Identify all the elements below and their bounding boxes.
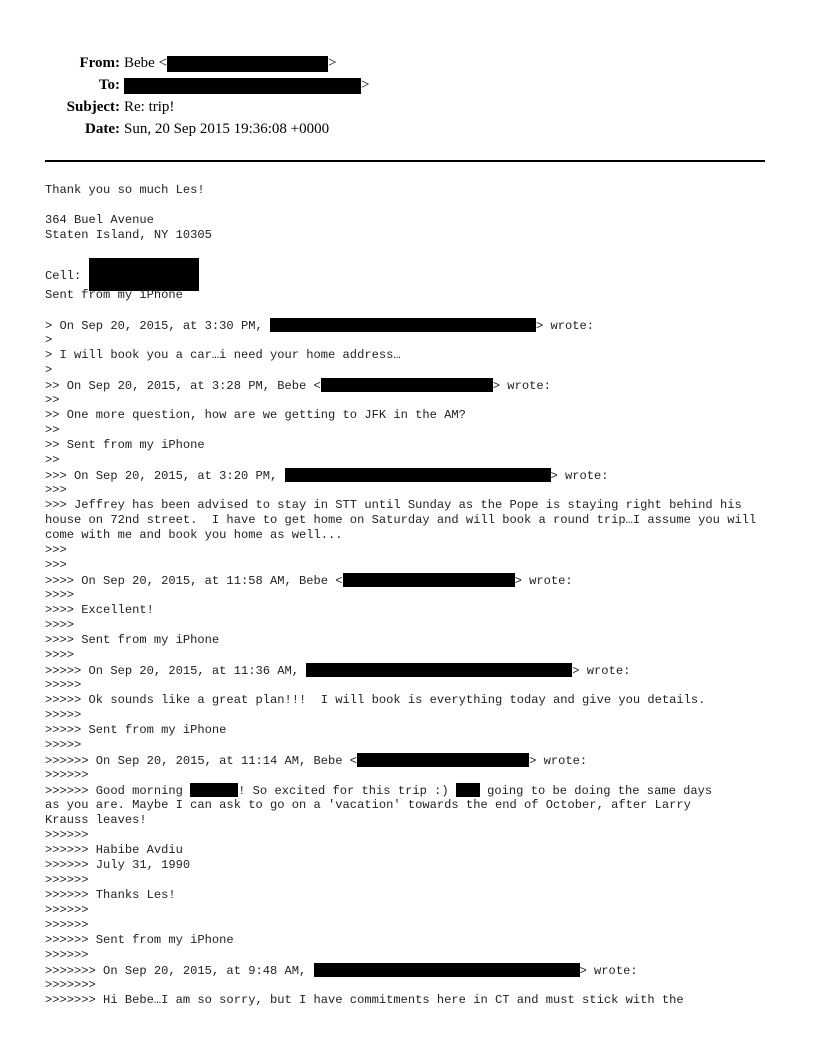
quote-line: >>>> bbox=[45, 618, 75, 632]
from-label: From: bbox=[79, 55, 120, 71]
quote-line: >> bbox=[45, 453, 60, 467]
quote-line: >>>>> bbox=[45, 678, 82, 692]
quote-header bbox=[45, 378, 785, 393]
quote-line: >>>> Excellent! bbox=[45, 603, 154, 617]
quote-header-tail: > wrote: bbox=[514, 574, 573, 588]
quote-text: >>>>>> Good morning bbox=[45, 784, 191, 798]
redaction-box bbox=[343, 573, 515, 587]
quote-line: >>>>> Ok sounds like a great plan!!! I will book is everything today and give you details. bbox=[45, 693, 706, 707]
quote-line: >>> Jeffrey has been advised to stay in STT until Sunday as the Pope is staying right behind his house on 72nd street. I have to get home on Saturday and will book a round trip…I assume you will come with me and book you home as well... bbox=[45, 498, 764, 542]
from-name: Bebe < bbox=[124, 55, 168, 71]
quote-header-tail: > wrote: bbox=[550, 469, 609, 483]
redaction-box bbox=[357, 753, 529, 767]
quote-line: >>>>>> bbox=[45, 903, 89, 917]
quote-line: >>>>> bbox=[45, 708, 82, 722]
subject-label: Subject: bbox=[66, 99, 120, 115]
to-value bbox=[124, 77, 369, 94]
blank-line bbox=[45, 303, 785, 318]
quote-line: Krauss leaves! bbox=[45, 813, 147, 827]
quote-line: >>>>>> bbox=[45, 828, 89, 842]
quote-text: ! So excited for this trip :) bbox=[238, 784, 456, 798]
redaction-box bbox=[270, 318, 536, 332]
quote-header bbox=[45, 663, 785, 678]
signature-line: Sent from my iPhone bbox=[45, 288, 183, 302]
quote-header-tail: > wrote: bbox=[572, 664, 631, 678]
redaction-box bbox=[190, 783, 238, 797]
quote-header bbox=[45, 468, 785, 483]
email-body bbox=[45, 183, 785, 1008]
quote-header-tail: > wrote: bbox=[529, 754, 588, 768]
quote-line: >> Sent from my iPhone bbox=[45, 438, 205, 452]
quote-header-text: >>>> On Sep 20, 2015, at 11:58 AM, Bebe < bbox=[45, 574, 343, 588]
quote-line: >>>>>>> bbox=[45, 978, 96, 992]
quote-line: >>> bbox=[45, 483, 67, 497]
quote-header-text: >>>>>>> On Sep 20, 2015, at 9:48 AM, bbox=[45, 964, 314, 978]
quote-header-tail: > wrote: bbox=[492, 379, 551, 393]
body-line: Thank you so much Les! bbox=[45, 183, 205, 197]
subject-value: Re: trip! bbox=[124, 99, 175, 115]
quote-line: >>>>>>> Hi Bebe…I am so sorry, but I have commitments here in CT and must stick with the bbox=[45, 993, 684, 1007]
quote-line: >>> bbox=[45, 558, 67, 572]
quote-line: > I will book you a car…i need your home address… bbox=[45, 348, 401, 362]
quote-line: >>>> bbox=[45, 588, 75, 602]
to-close: > bbox=[361, 77, 370, 93]
date-value: Sun, 20 Sep 2015 19:36:08 +0000 bbox=[124, 121, 330, 137]
redaction-box bbox=[167, 56, 328, 72]
quote-line: > bbox=[45, 363, 53, 377]
quote-line: >>>>> bbox=[45, 738, 82, 752]
quote-header-text: > On Sep 20, 2015, at 3:30 PM, bbox=[45, 319, 270, 333]
quote-line: >>>>>> bbox=[45, 768, 89, 782]
quote-line: >>>>> Sent from my iPhone bbox=[45, 723, 227, 737]
quote-header-text: >>>>>> On Sep 20, 2015, at 11:14 AM, Bebe < bbox=[45, 754, 358, 768]
address-line: Staten Island, NY 10305 bbox=[45, 228, 212, 242]
redaction-box bbox=[89, 258, 199, 291]
quote-header-text: >>> On Sep 20, 2015, at 3:20 PM, bbox=[45, 469, 285, 483]
quote-header-tail: > wrote: bbox=[535, 319, 595, 333]
cell-line bbox=[45, 258, 785, 283]
from-close: > bbox=[328, 55, 337, 71]
quote-line: >> One more question, how are we getting to JFK in the AM? bbox=[45, 408, 466, 422]
quote-line: >>> bbox=[45, 543, 67, 557]
blank-line bbox=[45, 243, 785, 258]
quote-line: >>>>>> bbox=[45, 948, 89, 962]
quote-header-text: >>>>> On Sep 20, 2015, at 11:36 AM, bbox=[45, 664, 307, 678]
quote-header bbox=[45, 573, 785, 588]
redaction-box bbox=[124, 78, 361, 94]
quote-line: >> bbox=[45, 393, 60, 407]
redaction-box bbox=[314, 963, 580, 977]
redaction-box bbox=[285, 468, 551, 482]
blank-line bbox=[45, 198, 785, 213]
redaction-box bbox=[321, 378, 493, 392]
quote-line: >>>> Sent from my iPhone bbox=[45, 633, 220, 647]
quote-line: >>>>>> Sent from my iPhone bbox=[45, 933, 234, 947]
redaction-box bbox=[456, 783, 480, 797]
quote-line: >>>>>> Habibe Avdiu bbox=[45, 843, 183, 857]
quote-line: as you are. Maybe I can ask to go on a 'vacation' towards the end of October, after Larry bbox=[45, 798, 691, 812]
quote-header bbox=[45, 318, 785, 333]
quote-line: >>>> bbox=[45, 648, 75, 662]
quote-header-text: >> On Sep 20, 2015, at 3:28 PM, Bebe < bbox=[45, 379, 321, 393]
quote-line bbox=[45, 783, 785, 798]
quote-text: going to be doing the same days bbox=[479, 784, 713, 798]
cell-label: Cell: bbox=[45, 269, 89, 283]
from-value bbox=[124, 55, 337, 72]
quote-header-tail: > wrote: bbox=[579, 964, 638, 978]
to-label: To: bbox=[98, 77, 120, 93]
quote-header bbox=[45, 753, 785, 768]
quote-line: > bbox=[45, 333, 53, 347]
quote-line: >>>>>> bbox=[45, 918, 89, 932]
quote-line: >>>>>> Thanks Les! bbox=[45, 888, 176, 902]
redaction-box bbox=[306, 663, 572, 677]
address-line: 364 Buel Avenue bbox=[45, 213, 154, 227]
quote-line: >>>>>> July 31, 1990 bbox=[45, 858, 191, 872]
quote-line: >>>>>> bbox=[45, 873, 89, 887]
date-label: Date: bbox=[85, 121, 120, 137]
email-header bbox=[0, 0, 816, 150]
quote-line: >> bbox=[45, 423, 60, 437]
header-divider bbox=[45, 160, 765, 162]
quote-header bbox=[45, 963, 785, 978]
